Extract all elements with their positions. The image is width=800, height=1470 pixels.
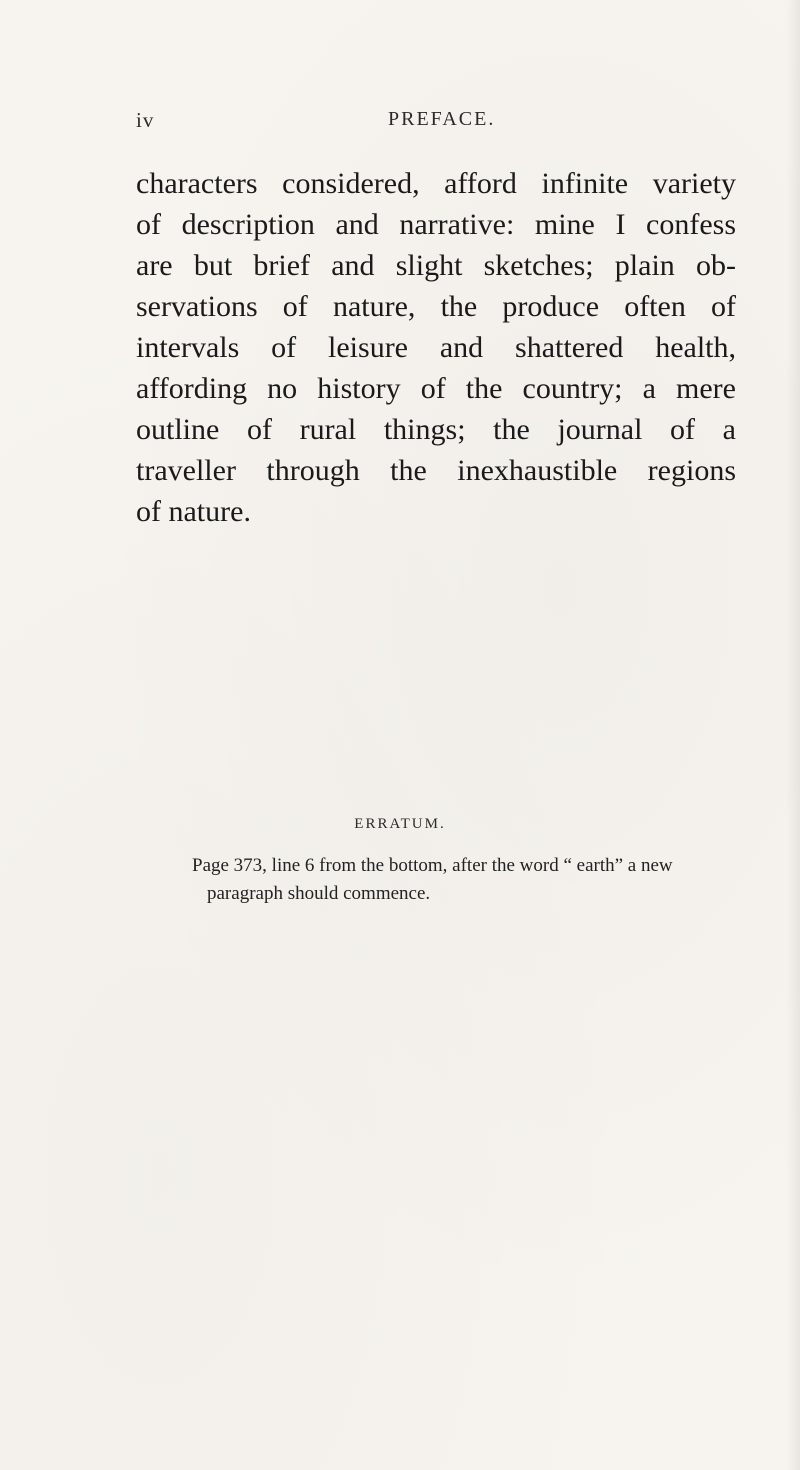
page-edge-shadow (786, 0, 800, 1470)
text-line: intervals of leisure and shattered health, (136, 331, 736, 364)
erratum-line: paragraph should commence. (207, 883, 431, 904)
text-line: are but brief and slight sketches; plain ob- (136, 249, 736, 282)
page-number: iv (136, 108, 155, 132)
running-head: PREFACE. (388, 108, 496, 130)
text-line: characters considered, afford infinite variety (136, 167, 736, 200)
text-line: servations of nature, the produce often of (136, 290, 736, 323)
text-line: affording no history of the country; a mere (136, 372, 736, 405)
text-line-last: of nature. (136, 495, 251, 528)
text-line: outline of rural things; the journal of a (136, 413, 736, 446)
erratum-heading: ERRATUM. (354, 816, 446, 832)
text-line: traveller through the inexhaustible regions (136, 454, 736, 487)
preface-paragraph (136, 163, 736, 532)
page-header (136, 108, 736, 138)
text-line: of description and narrative: mine I confess (136, 208, 736, 241)
erratum-line: Page 373, line 6 from the bottom, after the word “ earth” a new (192, 855, 673, 876)
erratum-note (192, 852, 732, 908)
